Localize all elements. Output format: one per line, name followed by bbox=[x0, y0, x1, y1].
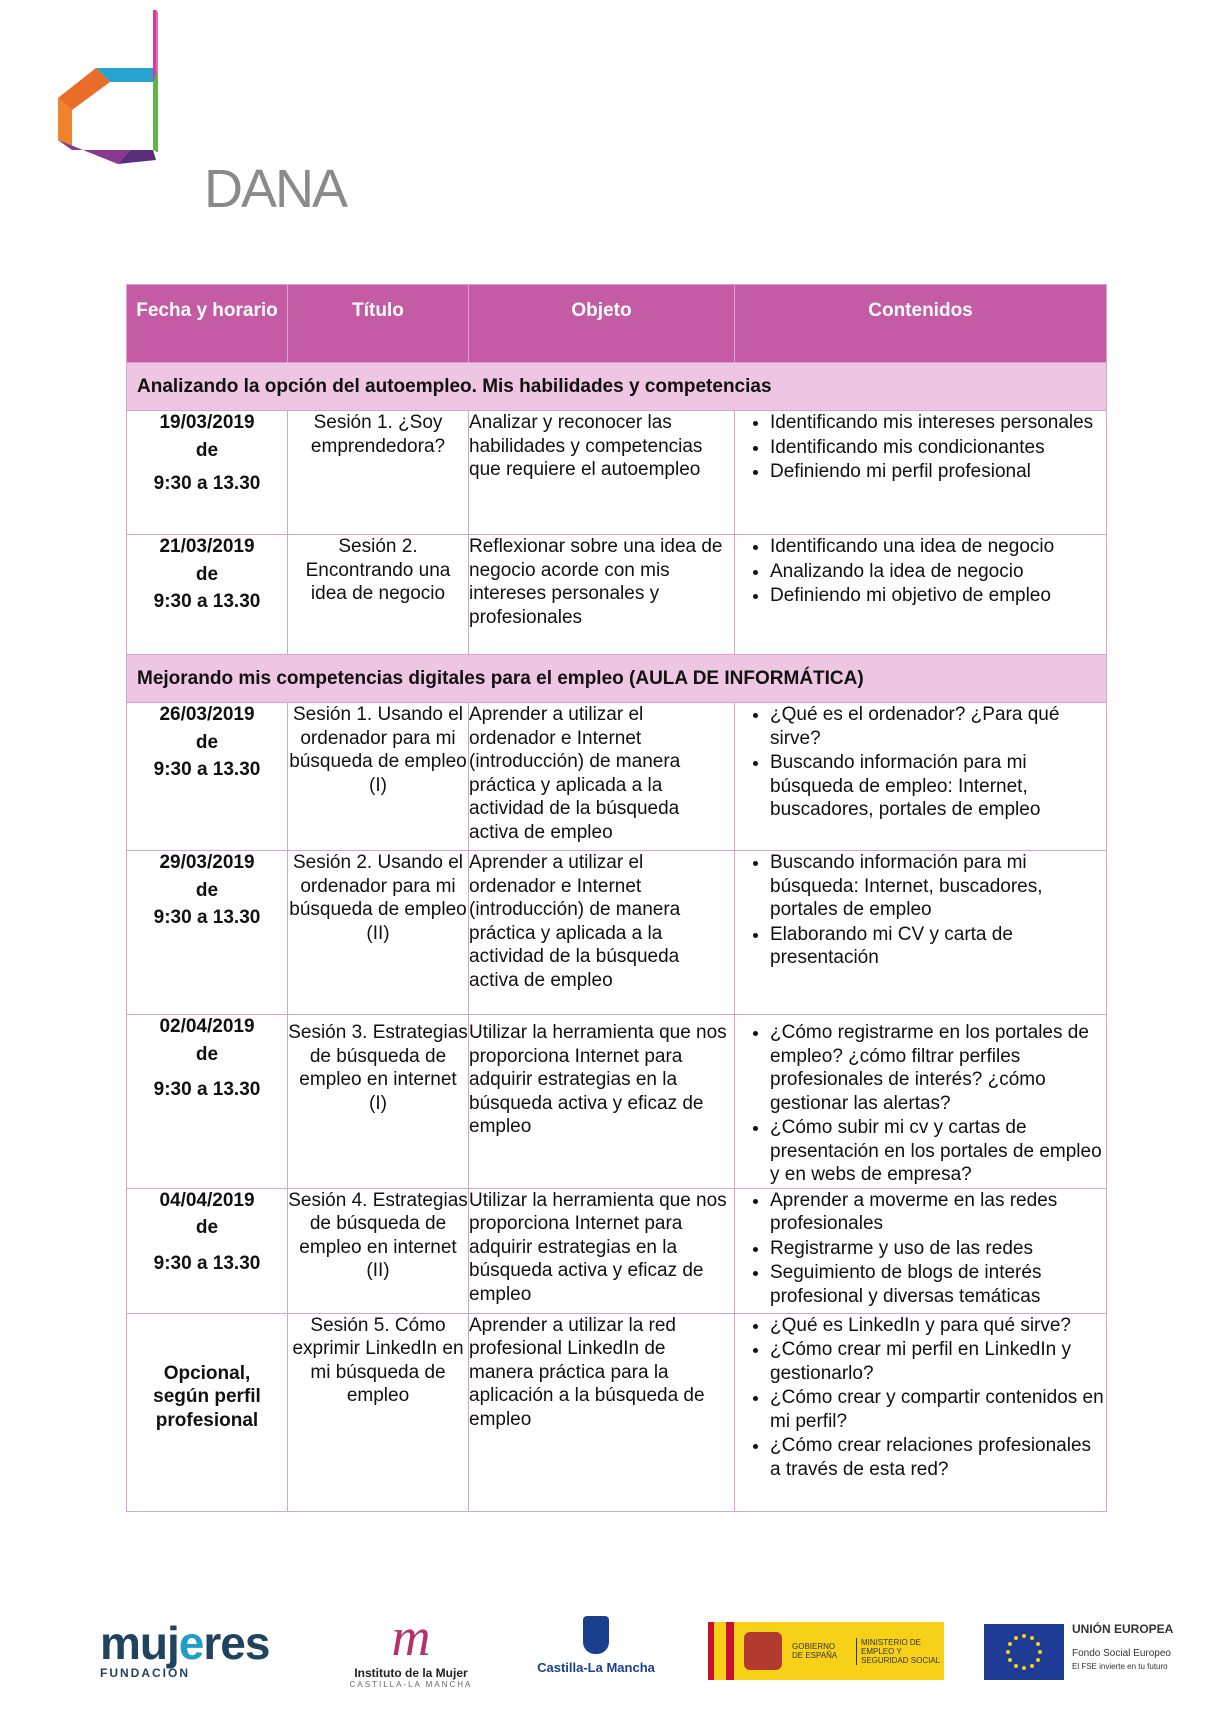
date-cell bbox=[127, 1015, 288, 1189]
clm-crest-icon bbox=[583, 1616, 609, 1654]
mujeres-name-a: muj bbox=[100, 1617, 179, 1669]
eu-motto: El FSE invierte en tu futuro bbox=[1072, 1662, 1168, 1671]
contents-list bbox=[735, 411, 1106, 484]
objective: Aprender a utilizar el ordenador e Internet (introducción) de manera práctica y aplicada a la actividad de la búsqueda activa de empleo bbox=[469, 851, 735, 1015]
footer-logos bbox=[0, 1608, 1217, 1708]
contents-list bbox=[735, 1189, 1106, 1309]
table-row bbox=[127, 535, 1107, 655]
instituto-name: Instituto de la Mujer bbox=[354, 1666, 468, 1680]
date: 21/03/2019 bbox=[159, 536, 255, 557]
date: 26/03/2019 bbox=[159, 704, 255, 725]
schedule-table bbox=[126, 284, 1107, 1512]
spain-flag-stripe bbox=[714, 1622, 726, 1680]
date-de: de bbox=[195, 731, 219, 753]
contents-list bbox=[735, 851, 1106, 970]
dana-logo bbox=[58, 10, 347, 219]
eu-flag-icon bbox=[984, 1624, 1064, 1680]
contents bbox=[735, 535, 1107, 655]
table-row bbox=[127, 411, 1107, 535]
instituto-mujer-logo bbox=[346, 1608, 476, 1689]
ministerio-text: MINISTERIO DE EMPLEO Y SEGURIDAD SOCIAL bbox=[856, 1638, 945, 1665]
date: 19/03/2019 bbox=[159, 412, 255, 433]
instituto-mark: m bbox=[391, 1607, 431, 1667]
session-title: Sesión 5. Cómo exprimir LinkedIn en mi búsqueda de empleo bbox=[288, 1313, 469, 1511]
contents bbox=[735, 1313, 1107, 1511]
contents bbox=[735, 1015, 1107, 1189]
objective: Utilizar la herramienta que nos proporciona Internet para adquirir estrategias en la búsqueda activa y eficaz de empleo bbox=[469, 1188, 735, 1313]
list-item: • Identificando mis intereses personales bbox=[770, 411, 1106, 435]
contents bbox=[735, 411, 1107, 535]
mujeres-sub: FUNDACIÓN bbox=[100, 1666, 190, 1680]
list-item: • Identificando mis condicionantes bbox=[770, 436, 1106, 460]
session-title: Sesión 1. Usando el ordenador para mi búsqueda de empleo (I) bbox=[288, 703, 469, 851]
table-row bbox=[127, 1188, 1107, 1313]
date-cell bbox=[127, 1188, 288, 1313]
time: 9:30 a 13.30 bbox=[153, 907, 261, 928]
date-cell bbox=[127, 851, 288, 1015]
dana-logo-text: DANA bbox=[204, 159, 347, 219]
date-cell bbox=[127, 703, 288, 851]
date-cell bbox=[127, 1313, 288, 1511]
instituto-sub: CASTILLA-LA MANCHA bbox=[349, 1680, 473, 1689]
section-row bbox=[127, 363, 1107, 411]
session-title: Sesión 2. Encontrando una idea de negocio bbox=[288, 535, 469, 655]
mujeres-name-b: e bbox=[178, 1617, 204, 1669]
header-objeto: Objeto bbox=[469, 285, 735, 363]
date-de: de bbox=[195, 439, 219, 461]
session-title: Sesión 1. ¿Soy emprendedora? bbox=[288, 411, 469, 535]
contents-list bbox=[735, 1314, 1106, 1482]
contents-list bbox=[735, 535, 1106, 608]
header-titulo: Título bbox=[288, 285, 469, 363]
date: 04/04/2019 bbox=[159, 1189, 255, 1211]
mujeres-name-c: res bbox=[203, 1617, 270, 1669]
section-title: Mejorando mis competencias digitales para el empleo (AULA DE INFORMÁTICA) bbox=[127, 655, 1107, 703]
date-cell bbox=[127, 411, 288, 535]
session-title: Sesión 2. Usando el ordenador para mi búsqueda de empleo (II) bbox=[288, 851, 469, 1015]
list-item: • Definiendo mi objetivo de empleo bbox=[770, 584, 1106, 608]
clm-name: Castilla-La Mancha bbox=[537, 1660, 655, 1675]
section-row bbox=[127, 655, 1107, 703]
list-item: • ¿Cómo crear relaciones profesionales a través de esta red? bbox=[770, 1434, 1106, 1481]
objective: Analizar y reconocer las habilidades y competencias que requiere el autoempleo bbox=[469, 411, 735, 535]
date: 29/03/2019 bbox=[159, 852, 255, 873]
table-row bbox=[127, 1313, 1107, 1511]
eu-stars-icon bbox=[984, 1624, 1064, 1680]
time: 9:30 a 13.30 bbox=[153, 1252, 261, 1274]
contents-list bbox=[735, 703, 1106, 822]
list-item: • Seguimiento de blogs de interés profesional y diversas temáticas bbox=[770, 1261, 1106, 1308]
castilla-la-mancha-logo bbox=[536, 1616, 656, 1675]
list-item: • ¿Qué es LinkedIn y para qué sirve? bbox=[770, 1314, 1106, 1338]
date-de: de bbox=[195, 563, 219, 585]
fundacion-mujeres-logo bbox=[100, 1617, 270, 1680]
session-title: Sesión 3. Estrategias de búsqueda de empleo en internet (I) bbox=[288, 1015, 469, 1189]
gobierno-espana-logo bbox=[708, 1622, 944, 1680]
list-item: • ¿Cómo registrarme en los portales de empleo? ¿cómo filtrar perfiles profesionales de interés? ¿cómo gestionar las alertas? bbox=[770, 1021, 1106, 1115]
date-de: de bbox=[195, 1217, 219, 1238]
list-item: • ¿Qué es el ordenador? ¿Para qué sirve? bbox=[770, 703, 1106, 750]
contents bbox=[735, 703, 1107, 851]
spain-crest-icon bbox=[744, 1632, 782, 1670]
contents bbox=[735, 851, 1107, 1015]
date: Opcional, según perfil profesional bbox=[153, 1362, 261, 1431]
date-cell bbox=[127, 535, 288, 655]
header-contenidos: Contenidos bbox=[735, 285, 1107, 363]
eu-title: UNIÓN EUROPEA bbox=[1072, 1622, 1174, 1636]
table-row bbox=[127, 703, 1107, 851]
list-item: • Elaborando mi CV y carta de presentación bbox=[770, 923, 1106, 970]
list-item: • ¿Cómo crear mi perfil en LinkedIn y gestionarlo? bbox=[770, 1338, 1106, 1385]
list-item: • ¿Cómo crear y compartir contenidos en mi perfil? bbox=[770, 1386, 1106, 1433]
time: 9:30 a 13.30 bbox=[153, 473, 261, 494]
list-item: • Identificando una idea de negocio bbox=[770, 535, 1106, 559]
time: 9:30 a 13.30 bbox=[153, 759, 261, 780]
date-de: de bbox=[195, 1043, 219, 1065]
objective: Aprender a utilizar el ordenador e Internet (introducción) de manera práctica y aplicada a la actividad de la búsqueda activa de empleo bbox=[469, 703, 735, 851]
list-item: • Analizando la idea de negocio bbox=[770, 560, 1106, 584]
union-europea-logo bbox=[984, 1620, 1184, 1682]
time: 9:30 a 13.30 bbox=[153, 591, 261, 612]
list-item: • Definiendo mi perfil profesional bbox=[770, 460, 1106, 484]
table-header-row bbox=[127, 285, 1107, 363]
date-de: de bbox=[195, 879, 219, 901]
list-item: • Buscando información para mi búsqueda: Internet, buscadores, portales de empleo bbox=[770, 851, 1106, 922]
contents bbox=[735, 1188, 1107, 1313]
date: 02/04/2019 bbox=[159, 1016, 255, 1037]
gobierno-text: GOBIERNO DE ESPAÑA bbox=[792, 1642, 838, 1660]
session-title: Sesión 4. Estrategias de búsqueda de empleo en internet (II) bbox=[288, 1188, 469, 1313]
table-row bbox=[127, 851, 1107, 1015]
list-item: • ¿Cómo subir mi cv y cartas de presentación en los portales de empleo y en webs de empresa? bbox=[770, 1116, 1106, 1187]
contents-list bbox=[735, 1021, 1106, 1187]
objective: Utilizar la herramienta que nos proporciona Internet para adquirir estrategias en la búsqueda activa y eficaz de empleo bbox=[469, 1015, 735, 1189]
header-fecha: Fecha y horario bbox=[127, 285, 288, 363]
table-row bbox=[127, 1015, 1107, 1189]
section-title: Analizando la opción del autoempleo. Mis habilidades y competencias bbox=[127, 363, 1107, 411]
objective: Aprender a utilizar la red profesional LinkedIn de manera práctica para la aplicación a la búsqueda de empleo bbox=[469, 1313, 735, 1511]
list-item: • Registrarme y uso de las redes bbox=[770, 1237, 1106, 1261]
list-item: • Buscando información para mi búsqueda de empleo: Internet, buscadores, portales de empleo bbox=[770, 751, 1106, 822]
eu-fund: Fondo Social Europeo bbox=[1072, 1648, 1171, 1659]
objective: Reflexionar sobre una idea de negocio acorde con mis intereses personales y profesionales bbox=[469, 535, 735, 655]
time: 9:30 a 13.30 bbox=[153, 1079, 261, 1100]
list-item: • Aprender a moverme en las redes profesionales bbox=[770, 1189, 1106, 1236]
